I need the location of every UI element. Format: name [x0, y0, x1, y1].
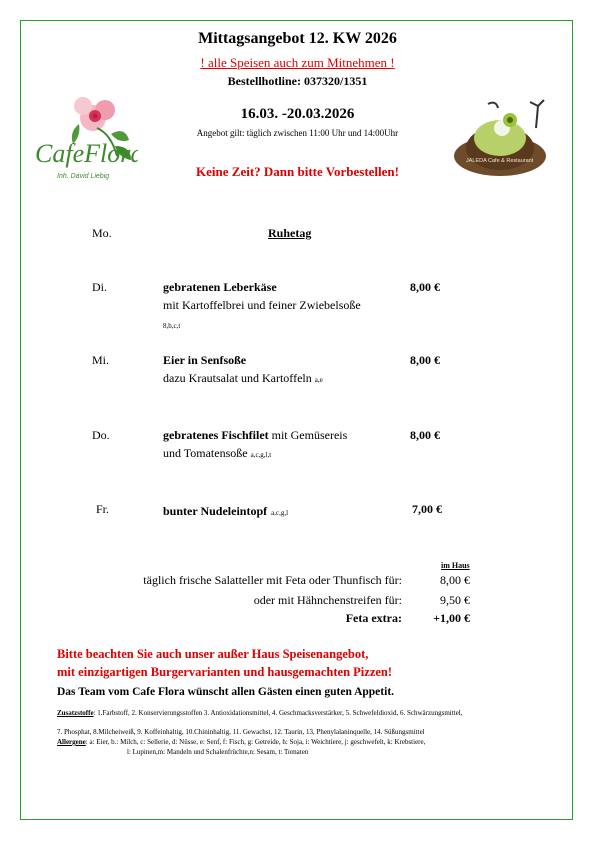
salad-chicken-price: 9,50 € — [440, 593, 470, 607]
dish-price: 7,00 € — [412, 502, 442, 516]
day-fr: Fr. — [96, 502, 110, 516]
salad-feta-price: 8,00 € — [440, 573, 470, 587]
day-do: Do. — [92, 428, 110, 442]
allergens-line — [57, 738, 425, 747]
offer-hours: Angebot gilt: täglich zwischen 11:00 Uhr und 14:00Uhr — [196, 128, 399, 138]
dish-description-row — [163, 371, 323, 386]
additives-label: Zusatzstoffe — [57, 709, 94, 717]
takeaway-notice: ! alle Speisen auch zum Mitnehmen ! — [200, 55, 395, 70]
dish-allergens: 8,b,c,t — [163, 322, 181, 330]
team-greeting: Das Team vom Cafe Flora wünscht allen Gästen einen guten Appetit. — [57, 686, 395, 698]
date-range: 16.03. -20.03.2026 — [240, 106, 355, 122]
day-mi: Mi. — [92, 353, 110, 367]
dish-description: mit Kartoffelbrei und feiner Zwiebelsoße — [163, 298, 361, 312]
dish-price: 8,00 € — [410, 280, 440, 294]
page-title: Mittagsangebot 12. KW 2026 — [198, 30, 397, 47]
dish-name: Eier in Senfsoße — [163, 353, 247, 367]
salad-chicken-label: oder mit Hähnchenstreifen für: — [253, 593, 402, 607]
order-hotline: Bestellhotline: 037320/1351 — [227, 74, 368, 88]
logo-owner: Inh. David Liebig — [57, 173, 110, 180]
dish-allergens: a,e — [314, 376, 323, 384]
dish-description: und Tomatensoße — [163, 446, 248, 460]
jaleda-logo — [452, 98, 552, 186]
rest-day-label: Ruhetag — [268, 226, 312, 240]
logo-wordmark: CafeFlora — [35, 139, 138, 168]
dish-description: dazu Krautsalat und Kartoffeln — [163, 371, 312, 385]
preorder-notice: Keine Zeit? Dann bitte Vorbestellen! — [196, 164, 399, 179]
day-di: Di. — [92, 280, 107, 294]
additives-line-2: 7. Phosphat, 8.Milcheiweiß, 9. Koffeinhaltig, 10.Chininhaltig, 11. Gewachst, 12. Taurin, 13, Phenylalaninquelle, 14. Süßungsmittel — [57, 728, 425, 736]
bowler-hat-icon — [454, 100, 546, 176]
dish-side: mit Gemüsereis — [271, 428, 348, 442]
day-mo: Mo. — [92, 226, 112, 240]
dish-name: bunter Nudeleintopf — [163, 504, 268, 518]
dish-allergens: a,c,g,l — [271, 509, 289, 517]
dish-allergens: a,c,g,l,t — [250, 451, 272, 459]
burger-pizza-note: mit einzigartigen Burgervarianten und hausgemachten Pizzen! — [57, 665, 393, 679]
dish-description-row — [163, 446, 271, 461]
in-house-label: im Haus — [441, 561, 470, 570]
allergens-label: Allergene — [57, 738, 86, 746]
additives-text: : 1.Farbstoff, 2. Konservierungsstoffen 3. Antioxidationsmittel, 4. Geschmacksverstärker, 5. Schwefeldioxid, 6. Schwärzungsmittel, — [93, 709, 463, 717]
takeaway-offer-note: Bitte beachten Sie auch unser außer Haus Speisenangebot, — [57, 647, 369, 661]
dish-name: gebratenes Fischfilet — [163, 428, 269, 442]
salad-feta-label: täglich frische Salatteller mit Feta oder Thunfisch für: — [143, 573, 402, 587]
dish-name: gebratenen Leberkäse — [163, 280, 277, 294]
feta-extra-label: Feta extra: — [345, 611, 402, 625]
additives-line — [57, 709, 462, 718]
feta-extra-price: +1,00 € — [433, 611, 470, 625]
dish-price: 8,00 € — [410, 428, 440, 442]
cafe-flora-logo — [33, 96, 138, 188]
dish-line — [163, 502, 288, 520]
dish-price: 8,00 € — [410, 353, 440, 367]
logo-jaleda-text: JALEDA Cafe & Restaurant — [466, 158, 534, 164]
dish-line — [163, 428, 347, 443]
allergens-text: : a: Eier, b.: Milch, c: Sellerie, d: Nüsse, e: Senf, f: Fisch, g: Getreide, h: Soja, i: Weichtiere, j: geschwefelt, k: Krebstiere, — [85, 738, 426, 746]
allergens-line-2: l: Lupinen,m: Mandeln und Schalenfrüchte,n: Sesam, t: Tomaten — [127, 748, 309, 756]
